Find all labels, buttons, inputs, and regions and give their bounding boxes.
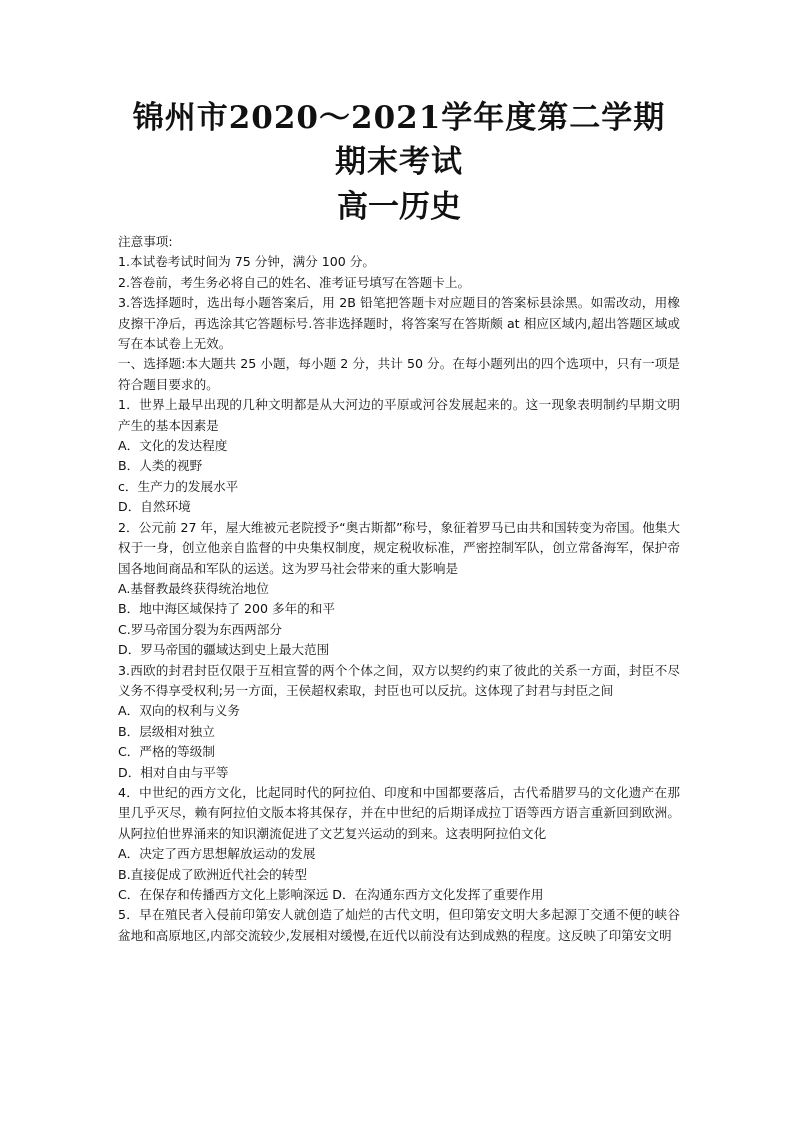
question-stem: 2．公元前 27 年，屋大维被元老院授予“奥古斯都”称号，象征着罗马已由共和国转变为帝国。他集大权于一身，创立他亲自监督的中央集权制度，规定税收标准，严密控制军队，创立常备海军，保护帝国各地间商品和军队的运送。这为罗马社会带来的重大影响是 [118, 519, 680, 576]
question-option: D．相对自由与平等 [118, 764, 229, 780]
exam-subtitle: 高一历史 [337, 189, 461, 225]
question-option: B.直接促成了欧洲近代社会的转型 [118, 866, 307, 882]
question-option: D．罗马帝国的疆域达到史上最大范围 [118, 642, 330, 658]
question-option: C.罗马帝国分裂为东西两部分 [118, 621, 282, 637]
notice-item: 2.答卷前，考生务必将自己的姓名、准考证号填写在答题卡上。 [118, 274, 471, 290]
question-option: D．自然环境 [118, 499, 191, 515]
question-stem: 5．早在殖民者入侵前印第安人就创造了灿烂的古代文明，但印第安文明大多起源丁交通不便的峡谷盆地和高原地区,内部交流较少,发展相对缓慢,在近代以前没有达到成熟的程度。这反映了印第安文明 [118, 907, 680, 943]
question-option: A.基督教最终获得统治地位 [118, 580, 269, 596]
question-stem: 4．中世纪的西方文化，比起同时代的阿拉伯、印度和中国都要落后，古代希腊罗马的文化遗产在那里几乎灭尽，赖有阿拉伯文版本将其保存，并在中世纪的后期译成拉丁语等西方语言重新回到欧洲。从阿拉伯世界涌来的知识潮流促进了文艺复兴运动的到来。这表明阿拉伯文化 [118, 784, 680, 841]
exam-title: 锦州市2020～2021学年度第二学期期末考试 [132, 100, 666, 180]
notice-heading: 注意事项: [118, 234, 173, 249]
question-option: c．生产力的发展水平 [118, 478, 239, 494]
section-heading: 一、选择题:本大题共 25 小题，每小题 2 分，共计 50 分。在每小题列出的四个选项中，只有一项是符合题目要求的。 [118, 356, 680, 392]
question-option: A．文化的发达程度 [118, 438, 228, 454]
question-option: C．在保存和传播西方文化上影响深远 D．在沟通东西方文化发挥了重要作用 [118, 887, 544, 902]
question-option: A．决定了西方思想解放运动的发展 [118, 846, 316, 862]
question-stem: 1．世界上最早出现的几种文明都是从大河边的平原或河谷发展起来的。这一现象表明制约早期文明产生的基本因素是 [118, 397, 680, 433]
question-option: B．人类的视野 [118, 458, 203, 474]
question-option: C．严格的等级制 [118, 744, 215, 760]
question-option: B．地中海区域保持了 200 多年的和平 [118, 601, 335, 617]
question-option: A．双向的权利与义务 [118, 703, 240, 719]
exam-page [118, 96, 680, 946]
notice-item: 1.本试卷考试时间为 75 分钟，满分 100 分。 [118, 254, 375, 270]
question-option: B．层级相对独立 [118, 723, 215, 739]
notice-item: 3.答选择题时，选出每小题答案后，用 2B 铅笔把答题卡对应题目的答案标县涂黑。如需改动，用橡皮擦干净后，再选涂其它答题标号.答非选择题时，将答案写在答斯颇 at 相应区域内,超出答题区域或写在本试卷上无效。 [118, 295, 680, 352]
question-stem: 3.西欧的封君封臣仅限于互相宣誓的两个个体之间，双方以契约约束了彼此的关系一方面，封臣不尽义务不得享受权利;另一方面，王侯超权索取，封臣也可以反抗。这体现了封君与封臣之间 [118, 662, 680, 698]
